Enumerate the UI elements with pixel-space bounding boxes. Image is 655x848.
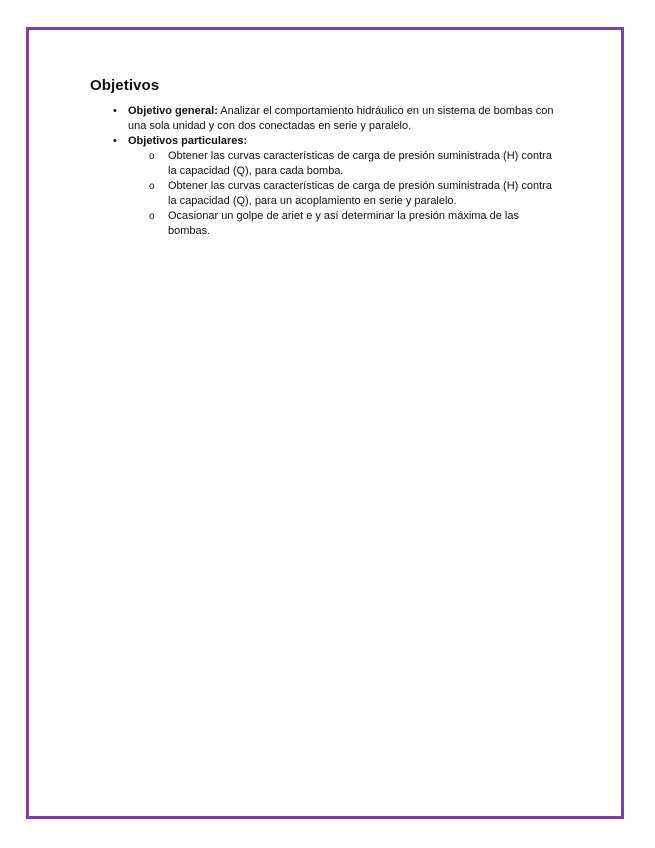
circle-bullet-icon: o [149,211,155,222]
section-heading: Objetivos [90,77,160,94]
general-objective-label: Objetivo general: [128,105,218,117]
general-objective-text: Analizar el comportamiento hidráulico en un sistema de bombas con una sola unidad y con dos conectadas en serie y paralelo. [128,105,554,132]
circle-bullet-icon: o [149,181,155,192]
particular-objective-text: Obtener las curvas características de carga de presión suministrada (H) contra la capacidad (Q), para cada bomba. [168,150,552,177]
sub-list-item [128,179,560,209]
bullet-icon: • [113,135,117,147]
list-item-general [90,104,560,134]
bullet-icon: • [113,105,117,117]
document-body [90,77,560,239]
particular-objectives-list [128,149,560,239]
particular-objectives-label: Objetivos particulares: [128,135,248,147]
particular-objective-text: Obtener las curvas características de carga de presión suministrada (H) contra la capacidad (Q), para un acoplamiento en serie y paralelo. [168,180,552,207]
circle-bullet-icon: o [149,151,155,162]
sub-list-item [128,209,560,239]
particular-objective-text: Ocasionar un golpe de ariet e y así determinar la presión máxima de las bombas. [168,210,519,237]
objectives-list [90,104,560,239]
sub-list-item [128,149,560,179]
list-item-particulares [90,134,560,239]
